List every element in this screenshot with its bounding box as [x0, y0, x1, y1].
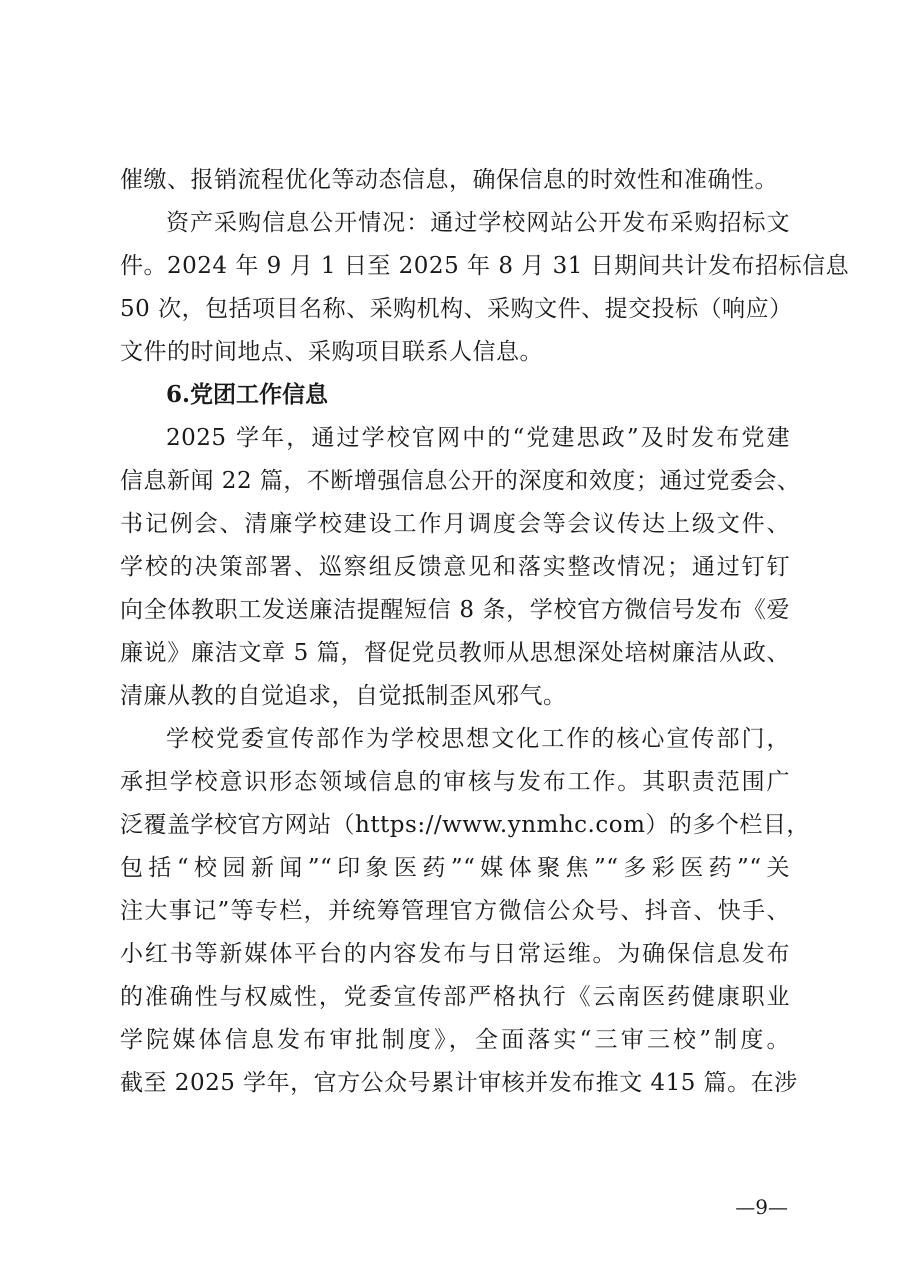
paragraph-line: 廉说》廉洁文章 5 篇，督促党员教师从思想深处培树廉洁从政、 [120, 640, 790, 666]
paragraph-line: 文件的时间地点、采购项目联系人信息。 [120, 339, 543, 365]
paragraph-line: 学校党委宣传部作为学校思想文化工作的核心宣传部门， [166, 726, 790, 752]
paragraph-line: 承担学校意识形态领域信息的审核与发布工作。其职责范围广 [120, 769, 790, 795]
paragraph-line: 2025 学年，通过学校官网中的“党建思政”及时发布党建 [166, 425, 790, 451]
paragraph-line: 泛覆盖学校官方网站（https://www.ynmhc.com）的多个栏目， [120, 812, 810, 838]
page-number: —9— [735, 1195, 788, 1219]
paragraph-line: 向全体教职工发送廉洁提醒短信 8 条，学校官方微信号发布《爱 [120, 597, 790, 623]
paragraph-line: 催缴、报销流程优化等动态信息，确保信息的时效性和准确性。 [120, 167, 778, 193]
paragraph-line: 件。2024 年 9 月 1 日至 2025 年 8 月 31 日期间共计发布招标信息 [120, 253, 850, 279]
paragraph-line: 学院媒体信息发布审批制度》，全面落实“三审三校”制度。 [120, 1027, 790, 1053]
paragraph-line: 截至 2025 学年，官方公众号累计审核并发布推文 415 篇。在涉 [120, 1070, 798, 1096]
paragraph-line: 资产采购信息公开情况：通过学校网站公开发布采购招标文 [166, 210, 790, 236]
paragraph-line: 清廉从教的自觉追求，自觉抵制歪风邪气。 [120, 683, 567, 709]
paragraph-line: 信息新闻 22 篇，不断增强信息公开的深度和效度；通过党委会、 [120, 468, 801, 494]
paragraph-line: 的准确性与权威性，党委宣传部严格执行《云南医药健康职业 [120, 984, 790, 1010]
paragraph-line: 包括“校园新闻”“印象医药”“媒体聚焦”“多彩医药”“关 [120, 855, 790, 881]
section-heading: 6.党团工作信息 [166, 381, 329, 408]
paragraph-line: 注大事记”等专栏，并统筹管理官方微信公众号、抖音、快手、 [120, 898, 790, 924]
paragraph-line: 书记例会、清廉学校建设工作月调度会等会议传达上级文件、 [120, 511, 790, 537]
paragraph-line: 学校的决策部署、巡察组反馈意见和落实整改情况；通过钉钉 [120, 554, 790, 580]
paragraph-line: 小红书等新媒体平台的内容发布与日常运维。为确保信息发布 [120, 941, 790, 967]
paragraph-line: 50 次，包括项目名称、采购机构、采购文件、提交投标（响应） [120, 296, 793, 322]
